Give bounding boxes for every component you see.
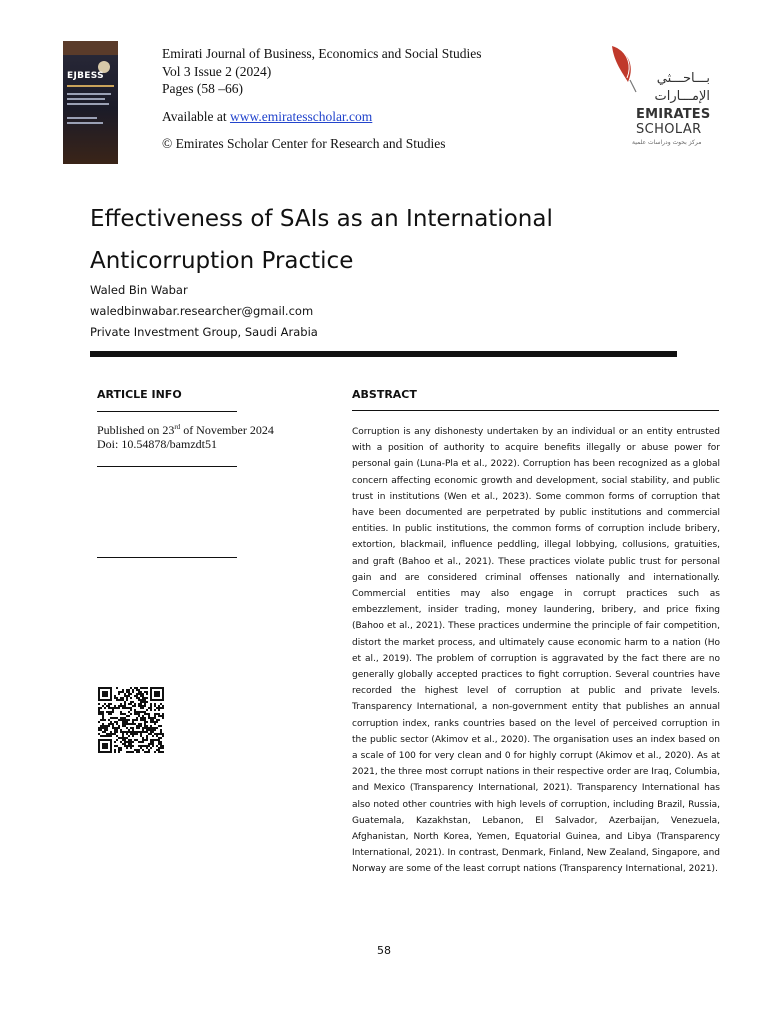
article-title xyxy=(90,198,650,282)
published-prefix: Published on 23 xyxy=(97,423,175,437)
logo-arabic-line1: بـــاحـــثي xyxy=(656,71,710,86)
cover-text-line xyxy=(67,93,111,95)
cover-text-line xyxy=(67,98,105,100)
cover-text-line xyxy=(67,122,103,124)
author-email: waledbinwabar.researcher@gmail.com xyxy=(90,304,314,318)
journal-volume: Vol 3 Issue 2 (2024) xyxy=(162,63,272,79)
feather-quill-icon xyxy=(612,46,636,92)
logo-name-line2: SCHOLAR xyxy=(636,122,702,137)
qr-code[interactable] xyxy=(98,687,164,753)
logo-name-line1: EMIRATES xyxy=(636,107,711,122)
author-affiliation: Private Investment Group, Saudi Arabia xyxy=(90,325,318,339)
title-separator-rule xyxy=(90,351,677,357)
article-info-rule xyxy=(97,466,237,467)
article-title-line1: Effectiveness of SAIs as an International xyxy=(90,206,553,232)
journal-pages: Pages (58 –66) xyxy=(162,81,243,96)
publication-info xyxy=(97,420,274,451)
doi[interactable]: Doi: 10.54878/bamzdt51 xyxy=(97,437,217,451)
article-info-rule xyxy=(97,411,237,412)
qr-finder-center xyxy=(102,691,108,697)
journal-cover-image xyxy=(63,41,118,164)
journal-name: Emirati Journal of Business, Economics and Social Studies xyxy=(162,46,482,61)
cover-text-line xyxy=(67,103,109,105)
copyright-line: © Emirates Scholar Center for Research and Studies xyxy=(162,136,446,151)
cover-text-line xyxy=(67,117,97,119)
cover-top-band xyxy=(63,41,118,55)
author-block xyxy=(90,280,318,343)
published-date xyxy=(97,420,274,437)
published-ordinal: rd xyxy=(174,423,181,431)
cover-divider xyxy=(67,85,114,87)
logo-tagline: مركز بحوث ودراسات علمية xyxy=(632,139,702,146)
qr-finder-center xyxy=(154,691,160,697)
qr-finder-center xyxy=(102,743,108,749)
abstract-text: Corruption is any dishonesty undertaken by an individual or an entity entrusted with a position of authority to acquire benefits illegally or abuse power for personal gain (Luna-Pla et al., 2022). Corruption has been recognized as a global concern affecting economic growth and development, social stability, and public trust in institutions (Wen et al., 2023). Some common forms of corruption that have been documented are perpetrated by public institutions and commercial entities. In public institutions, the common forms of corruption include bribery, extortion, blackmail, influence peddling, illegal lobbying, collusions, gratuities, and graft (Bahoo et al., 2021). These practices violate public trust for personal gain and are considered criminal offenses nationally and internationally. Commercial entities may also engage in corrupt practices such as embezzlement, insider trading, money laundering, bribery, and price fixing (Bahoo et al., 2021). These practices undermine the principle of fair competition, distort the market process, and ultimately cause economic harm to a nation (Ho et al., 2019). The problem of corruption is aggravated by the fact there are no generally globally accepted practices to fight corruption. Several countries have recorded the highest level of corruption at public and private levels. Transparency International, a non-government entity that publishes an annual corruption index, ranks countries based on the level of perceived corruption in the public sector (Akimov et al., 2020). The organisation uses an index based on a scale of 100 for very clean and 0 for highly corrupt (Akimov et al., 2020). As at 2021, the three most corrupt nations in their respective order are Iraq, Columbia, and Mexico (Transparency International, 2021). Transparency International has also noted other countries with high levels of corruption, including Brazil, Russia, Guatemala, Kazakhstan, Lebanon, El Salvador, Azerbaijan, Venezuela, Afghanistan, North Korea, Yemen, Equatorial Guinea, and Libya (Transparency International, 2021). In contrast, Denmark, Finland, New Zealand, Singapore, and Norway are some of the least corrupt nations (Transparency International, 2021). xyxy=(352,427,720,875)
abstract-heading: ABSTRACT xyxy=(352,388,417,401)
cover-brand: EJBESS xyxy=(67,71,104,81)
page-number: 58 xyxy=(377,944,391,957)
article-title-line2: Anticorruption Practice xyxy=(90,248,354,274)
author-name: Waled Bin Wabar xyxy=(90,283,188,297)
published-suffix: of November 2024 xyxy=(180,423,274,437)
abstract-rule xyxy=(352,410,719,411)
logo-arabic-line2: الإمـــارات xyxy=(654,89,710,104)
journal-info xyxy=(162,45,481,153)
journal-website-link[interactable]: www.emiratesscholar.com xyxy=(229,108,373,124)
availability-prefix: Available at xyxy=(162,108,230,124)
availability-line xyxy=(162,108,481,126)
article-info-heading: ARTICLE INFO xyxy=(97,388,182,401)
article-info-rule xyxy=(97,557,237,558)
